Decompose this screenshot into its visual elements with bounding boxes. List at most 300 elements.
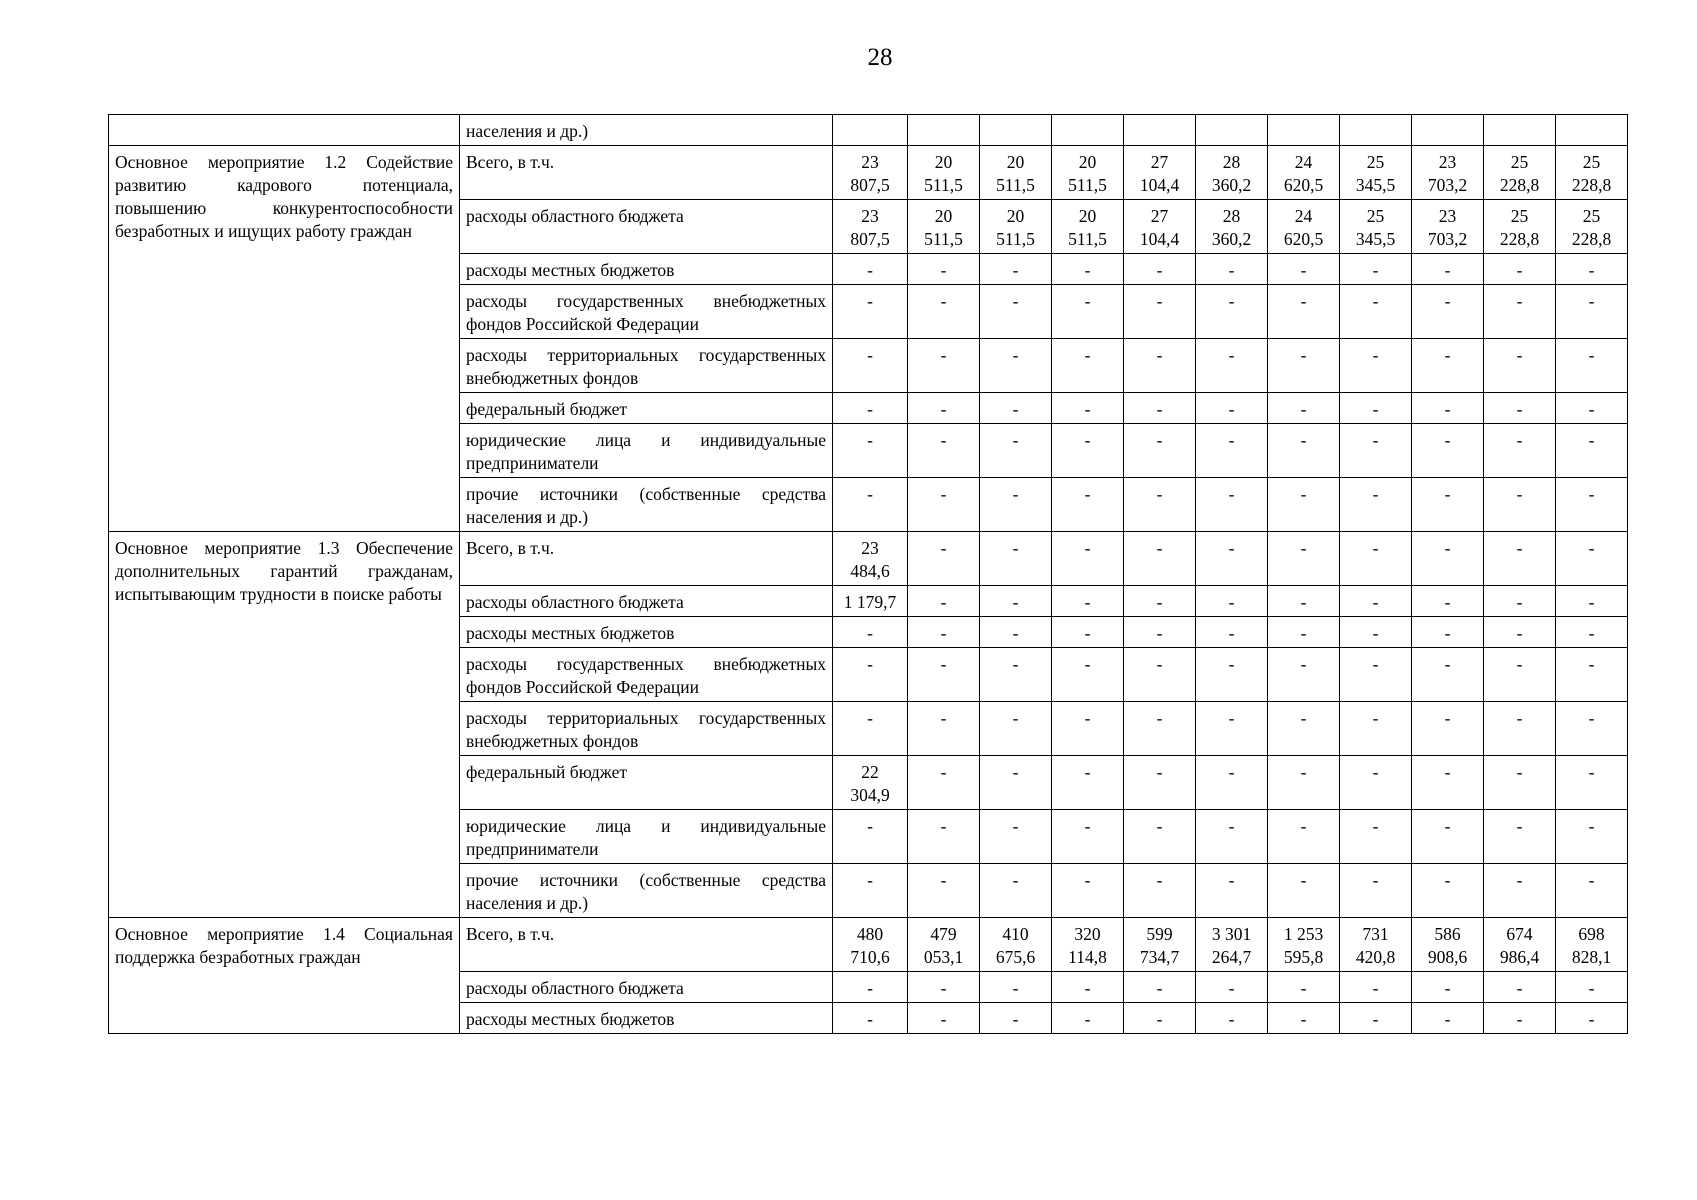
value-cell (1052, 864, 1124, 918)
value-cell (1196, 756, 1268, 810)
value-line: - (1156, 978, 1163, 998)
value-cell (1124, 115, 1196, 146)
value-cell (1484, 972, 1556, 1003)
value-line: 228,8 (1571, 229, 1612, 249)
value-line: - (1444, 762, 1451, 782)
value-line: - (1588, 870, 1595, 890)
value-cell (1484, 918, 1556, 972)
value-cell (1484, 200, 1556, 254)
value-line: - (1372, 592, 1379, 612)
value-line: 23 (861, 152, 879, 172)
value-line: - (1588, 623, 1595, 643)
value-cell (1340, 972, 1412, 1003)
value-cell (1556, 254, 1628, 285)
value-cell (833, 586, 908, 617)
value-line: 345,5 (1355, 175, 1396, 195)
value-line: - (1516, 399, 1523, 419)
value-line: 620,5 (1283, 175, 1324, 195)
value-line: - (1084, 260, 1091, 280)
value-line: - (1516, 538, 1523, 558)
value-cell (1196, 532, 1268, 586)
funding-source-cell: расходы территориальных государственных внебюджетных фондов (460, 339, 833, 393)
funding-source-cell: Всего, в т.ч. (460, 532, 833, 586)
value-line: - (1300, 708, 1307, 728)
value-line: - (1228, 291, 1235, 311)
value-cell (1340, 339, 1412, 393)
value-line: - (1444, 654, 1451, 674)
value-line: - (867, 484, 873, 504)
value-line: 23 (861, 538, 879, 558)
value-line: - (1228, 1009, 1235, 1029)
value-cell (1052, 756, 1124, 810)
value-line: 23 (1438, 152, 1457, 172)
value-line: 360,2 (1211, 229, 1252, 249)
value-cell (833, 339, 908, 393)
value-cell (833, 146, 908, 200)
value-cell (1340, 918, 1412, 972)
value-cell (833, 702, 908, 756)
table-row (109, 532, 1628, 586)
value-cell (833, 393, 908, 424)
value-cell (1268, 393, 1340, 424)
funding-source-cell: расходы областного бюджета (460, 972, 833, 1003)
value-line: - (1372, 430, 1379, 450)
value-cell (833, 254, 908, 285)
value-cell (1412, 918, 1484, 972)
value-line: - (1372, 399, 1379, 419)
value-line: - (1300, 291, 1307, 311)
value-line: 828,1 (1571, 947, 1612, 967)
funding-source-cell: прочие источники (собственные средства населения и др.) (460, 864, 833, 918)
value-line: 986,4 (1499, 947, 1540, 967)
value-line: 479 (930, 924, 957, 944)
value-cell (1124, 285, 1196, 339)
value-cell (1268, 617, 1340, 648)
value-line: - (1228, 623, 1235, 643)
value-line: - (1444, 291, 1451, 311)
value-line: - (940, 538, 947, 558)
funding-source-cell: расходы местных бюджетов (460, 617, 833, 648)
value-line: - (1012, 260, 1019, 280)
value-line: 734,7 (1139, 947, 1180, 967)
value-cell (980, 648, 1052, 702)
value-cell (1340, 864, 1412, 918)
value-line: - (1084, 430, 1091, 450)
value-cell (908, 478, 980, 532)
value-cell (1556, 810, 1628, 864)
value-line: - (1228, 816, 1235, 836)
value-cell (980, 586, 1052, 617)
value-cell (1196, 864, 1268, 918)
value-line: - (1156, 430, 1163, 450)
value-line: - (867, 978, 873, 998)
value-line: - (1372, 538, 1379, 558)
value-line: - (1588, 978, 1595, 998)
value-line: - (1516, 708, 1523, 728)
value-cell (1268, 478, 1340, 532)
value-line: - (1444, 816, 1451, 836)
value-line: - (1444, 592, 1451, 612)
value-line: - (1372, 762, 1379, 782)
value-cell (980, 200, 1052, 254)
value-cell (1268, 200, 1340, 254)
value-cell (1484, 532, 1556, 586)
value-line: - (1372, 654, 1379, 674)
page-number: 28 (867, 44, 893, 71)
value-line: - (1588, 260, 1595, 280)
funding-source-cell: юридические лица и индивидуальные предприниматели (460, 810, 833, 864)
value-line: - (1444, 345, 1451, 365)
value-cell (1340, 756, 1412, 810)
value-cell (980, 756, 1052, 810)
value-cell (1124, 648, 1196, 702)
value-cell (833, 617, 908, 648)
value-cell (1412, 864, 1484, 918)
value-line: - (1156, 708, 1163, 728)
value-line: - (940, 623, 947, 643)
value-cell (1556, 115, 1628, 146)
value-line: - (1156, 538, 1163, 558)
value-cell (980, 1003, 1052, 1034)
value-line: - (1084, 1009, 1091, 1029)
measure-cell: Основное мероприятие 1.4 Социальная поддержка безработных граждан (109, 918, 460, 1034)
value-cell (1484, 146, 1556, 200)
value-cell (1196, 339, 1268, 393)
value-line: - (1516, 623, 1523, 643)
value-cell (1268, 424, 1340, 478)
value-line: - (1156, 654, 1163, 674)
value-line: - (1516, 430, 1523, 450)
value-line: 28 (1222, 206, 1241, 226)
value-line: 511,5 (996, 175, 1035, 195)
funding-source-cell: расходы территориальных государственных внебюджетных фондов (460, 702, 833, 756)
value-line: - (1516, 1009, 1523, 1029)
value-line: - (1300, 654, 1307, 674)
value-cell (1124, 532, 1196, 586)
value-cell (833, 424, 908, 478)
value-cell (1196, 200, 1268, 254)
value-cell (833, 648, 908, 702)
value-cell (1196, 254, 1268, 285)
value-line: 304,9 (850, 785, 890, 805)
value-cell (1052, 918, 1124, 972)
value-line: - (1444, 1009, 1451, 1029)
value-line: - (1084, 708, 1091, 728)
value-line: - (1084, 592, 1091, 612)
value-cell (1052, 254, 1124, 285)
value-line: - (1516, 978, 1523, 998)
value-cell (1124, 478, 1196, 532)
value-line: 320 (1074, 924, 1101, 944)
value-line: - (940, 291, 947, 311)
value-line: - (1588, 291, 1595, 311)
value-cell (1556, 864, 1628, 918)
value-line: - (867, 816, 873, 836)
value-line: - (1228, 538, 1235, 558)
value-line: - (940, 260, 947, 280)
value-cell (1484, 617, 1556, 648)
value-line: 698 (1578, 924, 1605, 944)
value-cell (980, 918, 1052, 972)
value-cell (908, 617, 980, 648)
value-cell (833, 918, 908, 972)
value-cell (1340, 115, 1412, 146)
value-line: 24 (1294, 152, 1313, 172)
value-line: - (1588, 430, 1595, 450)
funding-source-cell: расходы областного бюджета (460, 200, 833, 254)
value-line: 228,8 (1571, 175, 1612, 195)
value-cell (1268, 864, 1340, 918)
value-cell (1556, 586, 1628, 617)
budget-table-body (109, 115, 1628, 1034)
value-line: - (867, 291, 873, 311)
value-line: - (1012, 870, 1019, 890)
value-cell (980, 393, 1052, 424)
value-line: - (1372, 978, 1379, 998)
value-cell (1484, 702, 1556, 756)
value-line: 25 (1582, 206, 1601, 226)
value-cell (833, 285, 908, 339)
value-line: - (940, 345, 947, 365)
value-line: - (867, 260, 873, 280)
value-cell (980, 424, 1052, 478)
value-line: - (1012, 484, 1019, 504)
value-cell (908, 756, 980, 810)
value-cell (1340, 617, 1412, 648)
value-line: 114,8 (1068, 947, 1107, 967)
value-line: - (1444, 708, 1451, 728)
value-line: - (1228, 654, 1235, 674)
value-cell (1412, 617, 1484, 648)
value-line: - (1300, 870, 1307, 890)
value-line: - (1372, 260, 1379, 280)
value-line: 23 (1438, 206, 1457, 226)
value-line: 807,5 (850, 175, 890, 195)
value-line: 703,2 (1427, 175, 1468, 195)
value-line: - (1588, 654, 1595, 674)
value-line: - (1228, 430, 1235, 450)
value-cell (1412, 424, 1484, 478)
value-line: 360,2 (1211, 175, 1252, 195)
value-line: - (1012, 399, 1019, 419)
value-line: - (1372, 291, 1379, 311)
value-cell (1268, 146, 1340, 200)
value-line: - (1516, 762, 1523, 782)
value-cell (1124, 339, 1196, 393)
value-line: - (1516, 345, 1523, 365)
value-line: - (940, 654, 947, 674)
value-line: - (1444, 399, 1451, 419)
value-line: - (1372, 816, 1379, 836)
value-cell (1124, 1003, 1196, 1034)
value-cell (1196, 702, 1268, 756)
value-line: - (1372, 345, 1379, 365)
value-line: - (1228, 978, 1235, 998)
value-line: - (1012, 430, 1019, 450)
value-line: - (1156, 816, 1163, 836)
value-cell (1556, 532, 1628, 586)
value-cell (1268, 972, 1340, 1003)
funding-source-cell: расходы государственных внебюджетных фондов Российской Федерации (460, 648, 833, 702)
value-line: - (940, 1009, 947, 1029)
value-line: 20 (1078, 206, 1097, 226)
value-line: - (1444, 978, 1451, 998)
value-line: - (1516, 816, 1523, 836)
measure-cell (109, 115, 460, 146)
value-line: - (1228, 762, 1235, 782)
value-cell (1268, 702, 1340, 756)
value-line: - (1516, 260, 1523, 280)
value-line: - (1012, 1009, 1019, 1029)
value-line: - (1228, 484, 1235, 504)
value-cell (833, 532, 908, 586)
value-line: 053,1 (923, 947, 964, 967)
value-cell (980, 972, 1052, 1003)
value-cell (1268, 339, 1340, 393)
measure-cell: Основное мероприятие 1.2 Содействие развитию кадрового потенциала, повышению конкурентоспособности безработных и ищущих работу граждан (109, 146, 460, 532)
value-cell (1340, 200, 1412, 254)
value-line: - (1084, 399, 1091, 419)
value-cell (908, 146, 980, 200)
value-cell (980, 339, 1052, 393)
value-line: - (1228, 260, 1235, 280)
value-line: 511,5 (1068, 175, 1107, 195)
value-cell (833, 864, 908, 918)
funding-source-cell: прочие источники (собственные средства населения и др.) (460, 478, 833, 532)
value-line: - (1444, 484, 1451, 504)
value-line: - (1588, 592, 1595, 612)
value-line: 710,6 (850, 947, 890, 967)
value-line: - (1300, 592, 1307, 612)
value-cell (980, 617, 1052, 648)
value-cell (833, 972, 908, 1003)
value-line: - (1084, 870, 1091, 890)
value-line: 104,4 (1139, 175, 1180, 195)
value-cell (1412, 146, 1484, 200)
value-cell (1484, 115, 1556, 146)
value-line: 25 (1582, 152, 1601, 172)
value-cell (908, 648, 980, 702)
value-cell (1052, 339, 1124, 393)
value-cell (1340, 810, 1412, 864)
value-line: - (867, 870, 873, 890)
value-cell (980, 285, 1052, 339)
value-cell (1340, 424, 1412, 478)
value-line: 23 (861, 206, 879, 226)
value-line: - (867, 345, 873, 365)
value-line: - (1156, 1009, 1163, 1029)
value-cell (1196, 146, 1268, 200)
value-cell (980, 115, 1052, 146)
value-cell (1556, 1003, 1628, 1034)
value-line: - (1372, 484, 1379, 504)
value-line: 25 (1510, 206, 1529, 226)
value-line: - (1588, 1009, 1595, 1029)
value-line: 731 (1362, 924, 1389, 944)
value-line: - (1516, 592, 1523, 612)
value-cell (1340, 146, 1412, 200)
value-cell (1412, 648, 1484, 702)
value-cell (1412, 702, 1484, 756)
value-line: 104,4 (1139, 229, 1180, 249)
value-cell (908, 586, 980, 617)
value-cell (1052, 702, 1124, 756)
value-line: - (940, 708, 947, 728)
value-cell (1196, 285, 1268, 339)
value-cell (1484, 393, 1556, 424)
value-line: 228,8 (1499, 175, 1540, 195)
value-cell (1484, 810, 1556, 864)
value-line: - (1588, 399, 1595, 419)
value-line: 410 (1002, 924, 1029, 944)
value-cell (1412, 254, 1484, 285)
value-line: 674 (1506, 924, 1533, 944)
value-line: 480 (856, 924, 884, 944)
value-cell (1340, 702, 1412, 756)
value-line: - (1228, 399, 1235, 419)
value-line: - (1516, 654, 1523, 674)
value-cell (1556, 756, 1628, 810)
value-cell (1052, 648, 1124, 702)
value-line: - (867, 399, 873, 419)
value-line: 24 (1294, 206, 1313, 226)
value-cell (1340, 254, 1412, 285)
value-cell (980, 478, 1052, 532)
value-line: - (1300, 345, 1307, 365)
value-cell (1052, 115, 1124, 146)
value-cell (908, 972, 980, 1003)
value-cell (833, 478, 908, 532)
value-cell (1556, 285, 1628, 339)
funding-source-cell: расходы государственных внебюджетных фондов Российской Федерации (460, 285, 833, 339)
value-cell (1484, 756, 1556, 810)
value-line: - (940, 762, 947, 782)
value-cell (1340, 393, 1412, 424)
value-line: - (1084, 816, 1091, 836)
value-line: - (1516, 870, 1523, 890)
value-line: - (1012, 708, 1019, 728)
value-line: 511,5 (924, 229, 963, 249)
value-cell (1052, 393, 1124, 424)
value-line: 20 (934, 206, 953, 226)
value-line: - (1588, 708, 1595, 728)
value-line: - (1300, 623, 1307, 643)
value-line: - (1084, 623, 1091, 643)
value-cell (908, 1003, 980, 1034)
value-cell (1268, 648, 1340, 702)
value-cell (1124, 918, 1196, 972)
value-line: - (1372, 708, 1379, 728)
value-line: - (1228, 708, 1235, 728)
value-line: - (1084, 538, 1091, 558)
value-cell (1268, 586, 1340, 617)
value-line: - (1444, 538, 1451, 558)
value-cell (1556, 972, 1628, 1003)
value-line: 25 (1366, 206, 1385, 226)
value-line: - (1300, 1009, 1307, 1029)
value-cell (908, 532, 980, 586)
value-cell (908, 393, 980, 424)
value-line: - (940, 430, 947, 450)
value-cell (833, 756, 908, 810)
value-line: - (867, 654, 873, 674)
value-line: - (1012, 978, 1019, 998)
value-cell (1556, 339, 1628, 393)
value-cell (1124, 393, 1196, 424)
value-line: - (940, 399, 947, 419)
value-cell (1124, 972, 1196, 1003)
value-cell (1124, 146, 1196, 200)
